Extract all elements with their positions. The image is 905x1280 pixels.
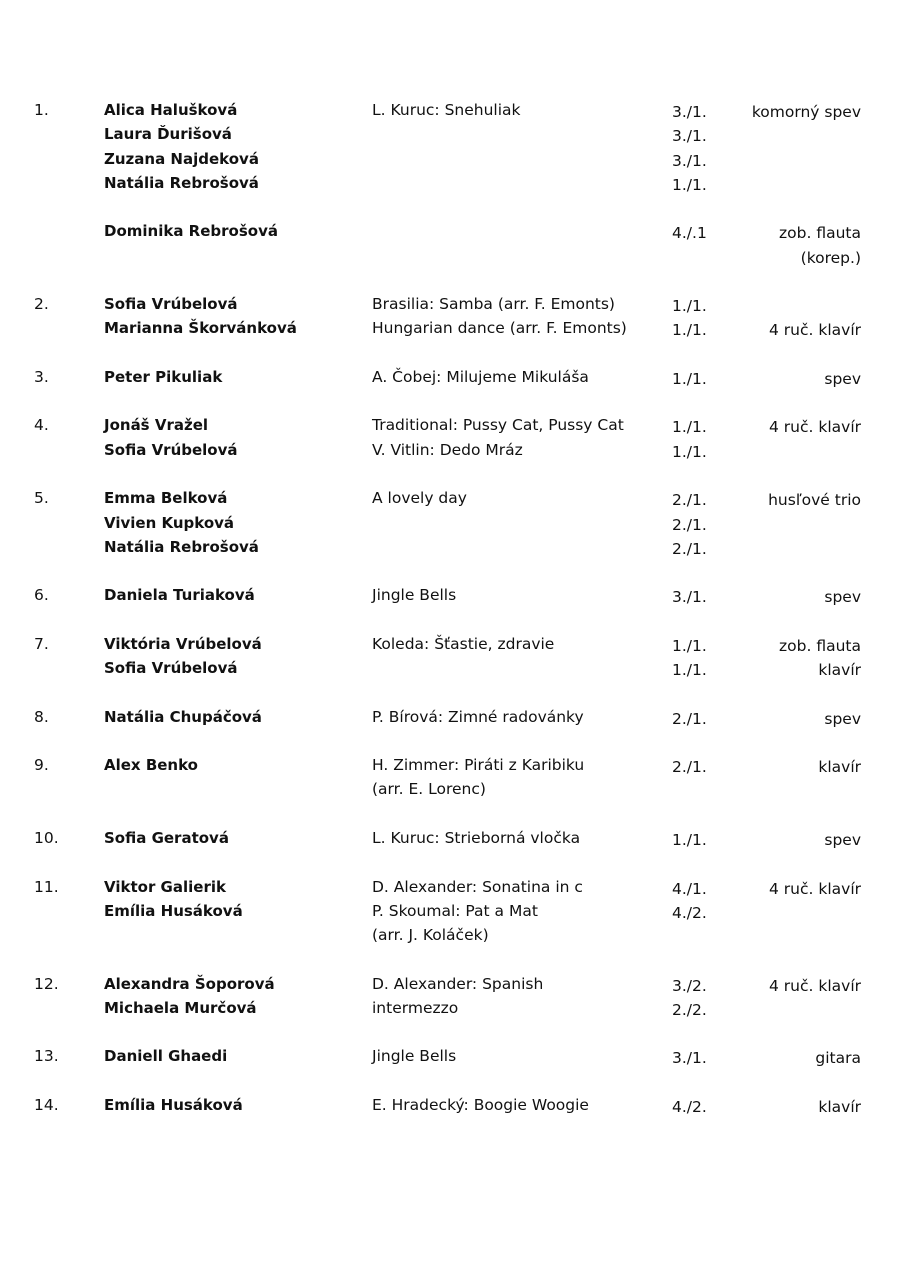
piece-title: Traditional: Pussy Cat, Pussy Cat xyxy=(372,416,624,435)
performer-name: Alexandra Šoporová xyxy=(104,974,275,993)
grade-level: 1./1. xyxy=(672,418,707,437)
performer-name: Jonáš Vražel xyxy=(104,416,209,435)
grade-level: 1./1. xyxy=(672,321,707,340)
performer-name: Emília Husáková xyxy=(104,1095,243,1114)
piece-title: Jingle Bells xyxy=(372,1047,457,1066)
instrument-label: klavír xyxy=(818,661,861,680)
piece-title: L. Kuruc: Strieborná vločka xyxy=(372,828,581,847)
program-entry xyxy=(0,98,905,268)
performer-row xyxy=(0,365,905,389)
performer-row xyxy=(0,923,905,947)
performer-name: Daniela Turiaková xyxy=(104,586,255,605)
entry-number: 1. xyxy=(34,101,49,119)
performer-row xyxy=(0,899,905,923)
grade-level: 3./1. xyxy=(672,103,707,121)
grade-level: 1./1. xyxy=(672,830,707,849)
performer-name: Dominika Rebrošová xyxy=(104,222,278,241)
entry-separator xyxy=(0,680,905,704)
grade-level: 2./1. xyxy=(672,515,707,534)
entry-separator xyxy=(0,559,905,583)
grade-level: 1./1. xyxy=(672,636,707,655)
entry-number: 3. xyxy=(34,367,49,386)
grade-level: 2./2. xyxy=(672,1000,707,1019)
instrument-label: spev xyxy=(824,709,861,728)
performer-row xyxy=(0,632,905,656)
program-entry xyxy=(0,365,905,389)
entry-number: 13. xyxy=(34,1047,59,1066)
program-entry xyxy=(0,632,905,681)
grade-level: 4./.1 xyxy=(672,224,707,243)
performer-row xyxy=(0,1044,905,1068)
performer-name: Marianna Škorvánková xyxy=(104,319,297,338)
piece-title: Brasilia: Samba (arr. F. Emonts) xyxy=(372,295,615,314)
program-entry xyxy=(0,705,905,729)
piece-title: (arr. J. Koláček) xyxy=(372,926,489,945)
entry-separator xyxy=(0,462,905,486)
performer-name: Viktória Vrúbelová xyxy=(104,634,262,653)
performer-row xyxy=(0,1093,905,1117)
grade-level: 3./1. xyxy=(672,1049,707,1068)
performer-row xyxy=(0,535,905,559)
entry-separator xyxy=(0,1069,905,1093)
instrument-label: 4 ruč. klavír xyxy=(769,418,861,437)
performer-name: Vivien Kupková xyxy=(104,513,235,532)
performer-name: Alex Benko xyxy=(104,756,198,775)
performer-row xyxy=(0,875,905,899)
program-entry xyxy=(0,413,905,462)
grade-level: 1./1. xyxy=(672,369,707,388)
performer-row xyxy=(0,972,905,996)
piece-title: intermezzo xyxy=(372,998,459,1017)
entry-number: 8. xyxy=(34,707,49,726)
performer-name: Emma Belková xyxy=(104,489,228,508)
grade-level: 2./1. xyxy=(672,758,707,777)
blank-line xyxy=(0,195,905,219)
entry-separator xyxy=(0,947,905,971)
entry-number: 2. xyxy=(34,295,49,314)
performer-row xyxy=(0,705,905,729)
grade-level: 3./1. xyxy=(672,127,707,146)
instrument-label: (korep.) xyxy=(800,248,861,267)
grade-level: 3./2. xyxy=(672,976,707,995)
piece-title: H. Zimmer: Piráti z Karibiku xyxy=(372,756,585,775)
performer-name: Natália Chupáčová xyxy=(104,707,262,726)
piece-title: (arr. E. Lorenc) xyxy=(372,780,486,799)
piece-title: P. Bírová: Zimné radovánky xyxy=(372,707,584,726)
performer-name: Emília Husáková xyxy=(104,901,243,920)
performer-name: Alica Halušková xyxy=(104,101,238,119)
instrument-label: 4 ruč. klavír xyxy=(769,879,861,898)
piece-title: L. Kuruc: Snehuliak xyxy=(372,101,521,119)
entry-number: 7. xyxy=(34,634,49,653)
program-entry xyxy=(0,486,905,559)
grade-level: 1./1. xyxy=(672,297,707,316)
performer-row xyxy=(0,171,905,195)
performer-row xyxy=(0,753,905,777)
grade-level: 2./1. xyxy=(672,709,707,728)
entry-number: 4. xyxy=(34,416,49,435)
grade-level: 4./1. xyxy=(672,879,707,898)
grade-level: 4./2. xyxy=(672,903,707,922)
instrument-label: 4 ruč. klavír xyxy=(769,976,861,995)
performer-name: Sofia Vrúbelová xyxy=(104,295,238,314)
performer-name: Natália Rebrošová xyxy=(104,537,259,556)
entry-separator xyxy=(0,729,905,753)
program-entry xyxy=(0,1044,905,1068)
concert-program xyxy=(0,98,905,1117)
piece-title: A. Čobej: Milujeme Mikuláša xyxy=(372,367,589,386)
program-entry xyxy=(0,826,905,850)
program-entry xyxy=(0,753,905,802)
performer-name: Sofia Vrúbelová xyxy=(104,440,238,459)
performer-row xyxy=(0,244,905,268)
instrument-label: zob. flauta xyxy=(779,224,861,243)
entry-number: 14. xyxy=(34,1095,59,1114)
instrument-label: klavír xyxy=(818,1097,861,1116)
grade-level: 1./1. xyxy=(672,442,707,461)
instrument-label: klavír xyxy=(818,758,861,777)
piece-title: V. Vitlin: Dedo Mráz xyxy=(372,440,523,459)
entry-separator xyxy=(0,389,905,413)
grade-level: 3./1. xyxy=(672,151,707,170)
instrument-label: spev xyxy=(824,369,861,388)
entry-number: 5. xyxy=(34,489,49,508)
program-entry xyxy=(0,875,905,948)
performer-name: Sofia Vrúbelová xyxy=(104,659,238,678)
performer-row xyxy=(0,777,905,801)
entry-separator xyxy=(0,1020,905,1044)
entry-separator xyxy=(0,341,905,365)
entry-number: 12. xyxy=(34,974,59,993)
entry-separator xyxy=(0,608,905,632)
performer-row xyxy=(0,826,905,850)
program-entry xyxy=(0,292,905,341)
performer-row xyxy=(0,413,905,437)
instrument-label: zob. flauta xyxy=(779,636,861,655)
piece-title: Hungarian dance (arr. F. Emonts) xyxy=(372,319,627,338)
instrument-label: spev xyxy=(824,830,861,849)
grade-level: 2./1. xyxy=(672,491,707,510)
performer-row xyxy=(0,219,905,243)
entry-number: 11. xyxy=(34,877,59,896)
performer-row xyxy=(0,656,905,680)
grade-level: 1./1. xyxy=(672,175,707,194)
entry-number: 6. xyxy=(34,586,49,605)
performer-row xyxy=(0,486,905,510)
entry-number: 9. xyxy=(34,756,49,775)
performer-name: Sofia Geratová xyxy=(104,828,229,847)
performer-row xyxy=(0,996,905,1020)
performer-name: Laura Ďurišová xyxy=(104,125,232,144)
piece-title: D. Alexander: Spanish xyxy=(372,974,544,993)
grade-level: 3./1. xyxy=(672,588,707,607)
piece-title: Jingle Bells xyxy=(372,586,457,605)
piece-title: P. Skoumal: Pat a Mat xyxy=(372,901,538,920)
performer-row xyxy=(0,438,905,462)
entry-separator xyxy=(0,268,905,292)
program-entry xyxy=(0,972,905,1021)
program-entry xyxy=(0,583,905,607)
piece-title: Koleda: Šťastie, zdravie xyxy=(372,634,555,653)
performer-name: Zuzana Najdeková xyxy=(104,149,259,168)
instrument-label: 4 ruč. klavír xyxy=(769,321,861,340)
entry-separator xyxy=(0,850,905,874)
performer-row xyxy=(0,98,905,122)
instrument-label: husľové trio xyxy=(768,491,861,510)
program-entry xyxy=(0,1093,905,1117)
entry-number: 10. xyxy=(34,828,59,847)
piece-title: E. Hradecký: Boogie Woogie xyxy=(372,1095,589,1114)
performer-name: Natália Rebrošová xyxy=(104,173,259,192)
performer-row xyxy=(0,147,905,171)
instrument-label: gitara xyxy=(815,1049,861,1068)
grade-level: 1./1. xyxy=(672,661,707,680)
performer-name: Michaela Murčová xyxy=(104,998,257,1017)
performer-row xyxy=(0,583,905,607)
instrument-label: spev xyxy=(824,588,861,607)
entry-separator xyxy=(0,802,905,826)
performer-row xyxy=(0,511,905,535)
performer-name: Viktor Galierik xyxy=(104,877,226,896)
performer-row xyxy=(0,292,905,316)
performer-row xyxy=(0,316,905,340)
performer-name: Daniell Ghaedi xyxy=(104,1047,228,1066)
instrument-label: komorný spev xyxy=(751,103,861,121)
grade-level: 2./1. xyxy=(672,539,707,558)
piece-title: A lovely day xyxy=(372,489,467,508)
piece-title: D. Alexander: Sonatina in c xyxy=(372,877,583,896)
performer-row xyxy=(0,122,905,146)
performer-name: Peter Pikuliak xyxy=(104,367,223,386)
grade-level: 4./2. xyxy=(672,1097,707,1116)
